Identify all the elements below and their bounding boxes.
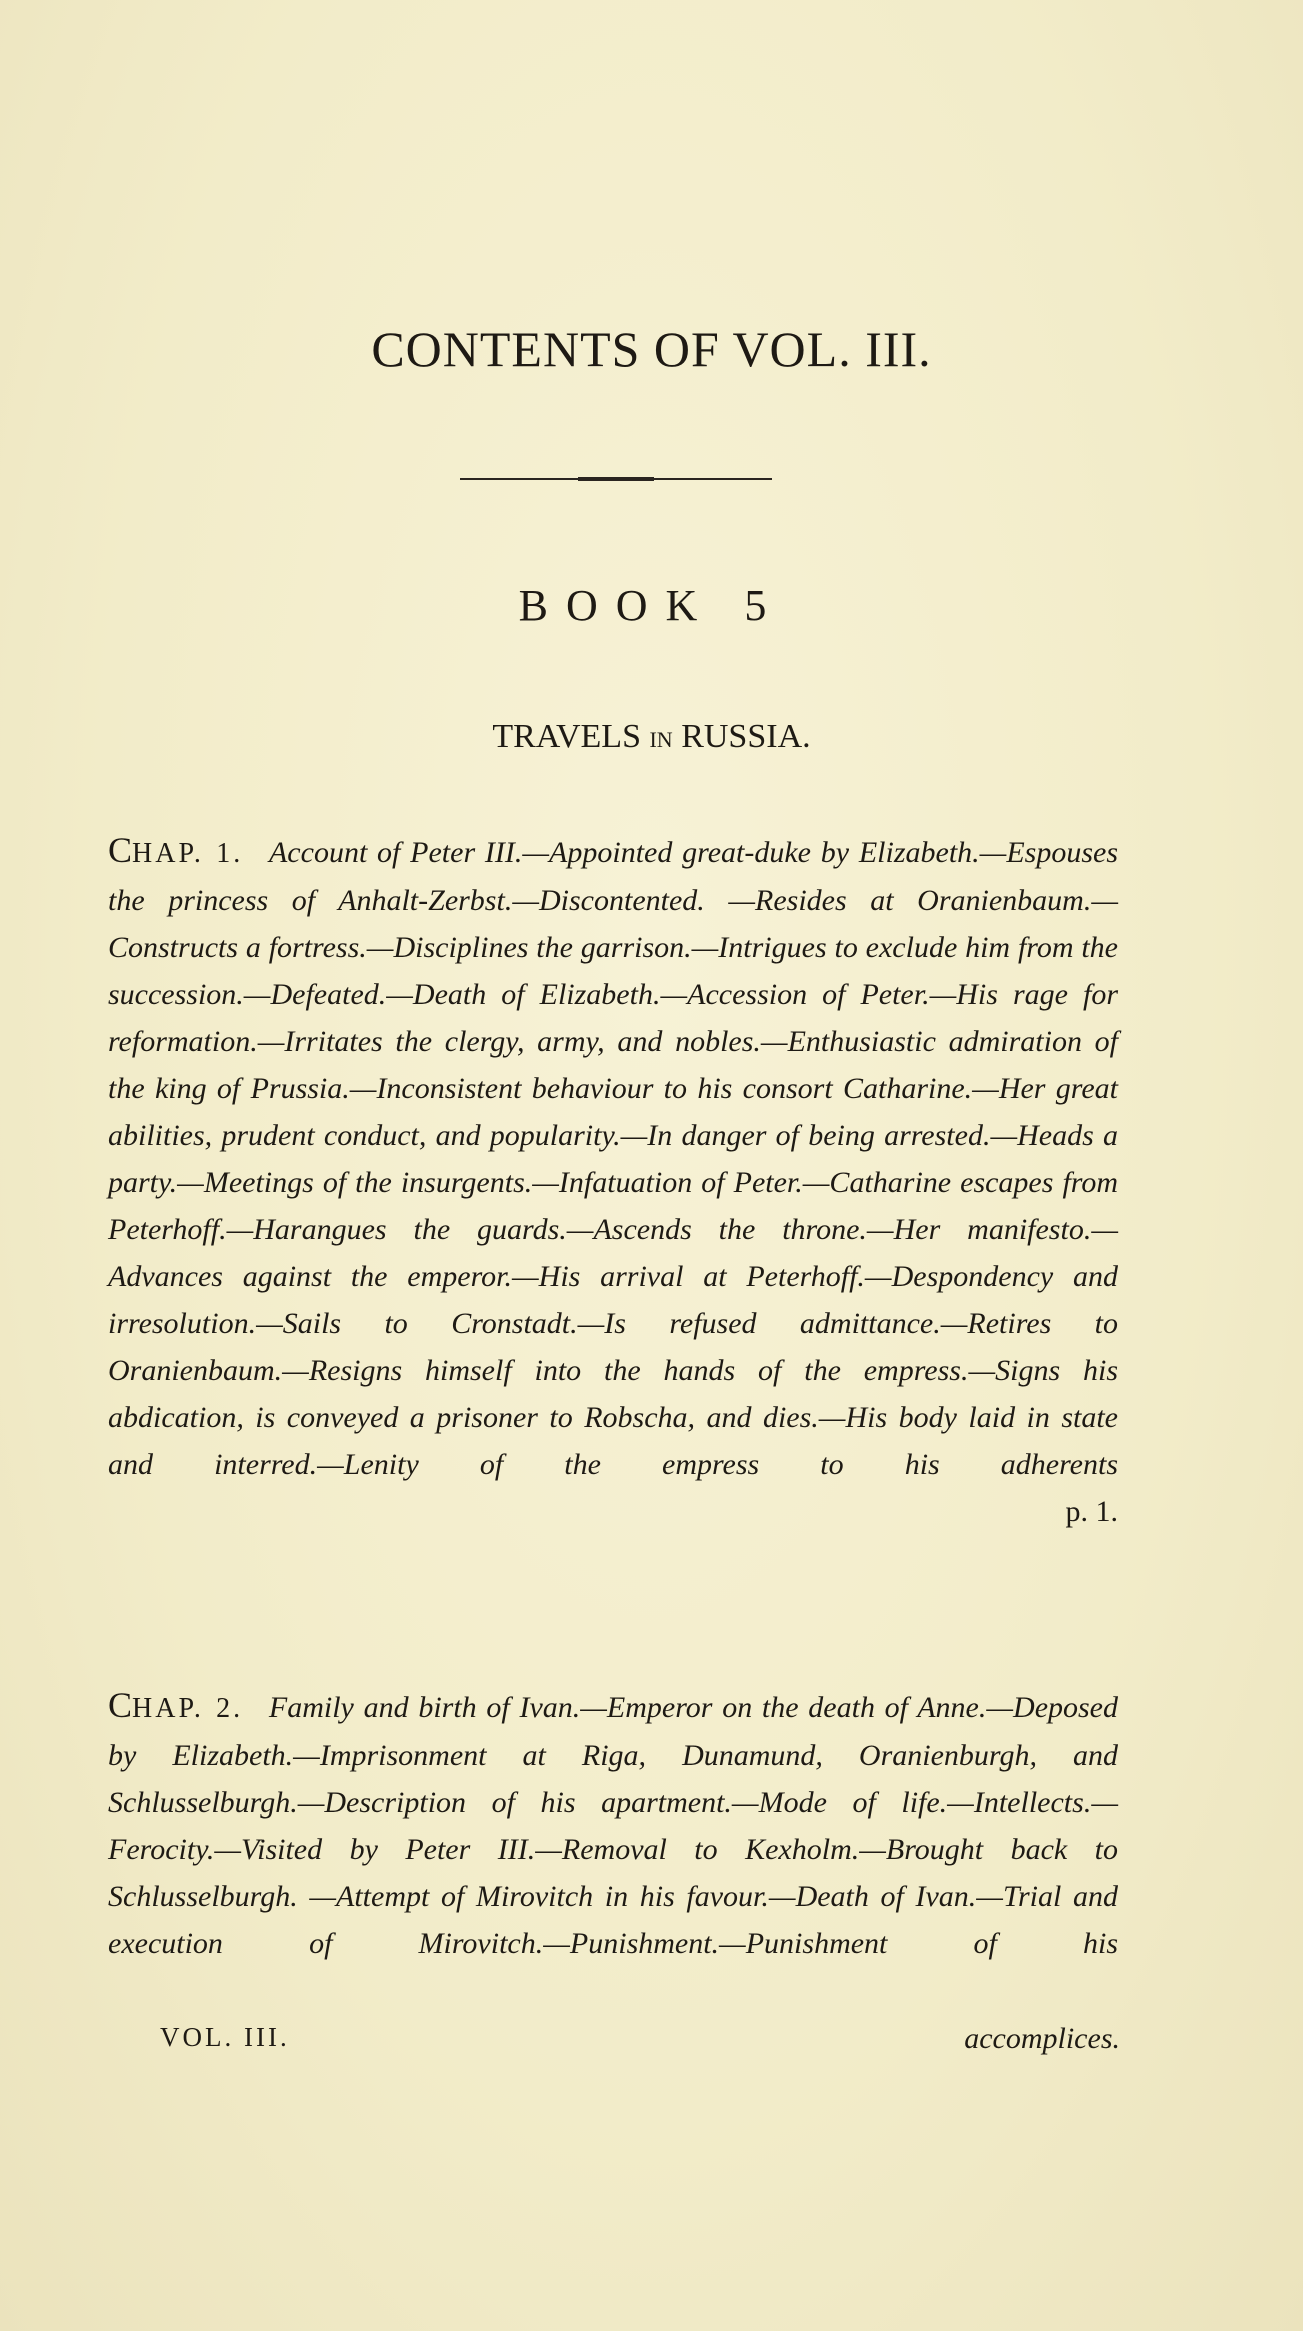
chapter-summary: Account of Peter III.—Appointed great-duke by Elizabeth.—Espouses the princess of Anhalt-Zerbst.—Discontented. —Resides at Oranienbaum.—Constructs a fortress.—Disciplines the garrison.—Intrigues to exclude him from the succession.—Defeated.—Death of Elizabeth.—Accession of Peter.—His rage for reformation.—Irritates the clergy, army, and nobles.—Enthusiastic admiration of the king of Prussia.—Inconsistent behaviour to his consort Catharine.—Her great abilities, prudent conduct, and popularity.—In danger of being arrested.—Heads a party.—Meetings of the insurgents.—Infatuation of Peter.—Catharine escapes from Peterhoff.—Harangues the guards.—Ascends the throne.—Her manifesto.—Advances against the emperor.—His arrival at Peterhoff.—Despondency and irresolution.—Sails to Cronstadt.—Is refused admittance.—Retires to Oranienbaum.—Resigns himself into the hands of the empress.—Signs his abdication, is conveyed a prisoner to Robscha, and dies.—His body laid in state and interred.—Lenity of the empress to his adherents <box>108 836 1118 1481</box>
chapter-heading-rest: HAP. 2. <box>132 1693 244 1724</box>
chapter-heading-cap: C <box>108 1685 133 1725</box>
section-heading-small: IN <box>649 727 673 752</box>
section-heading <box>0 718 1303 756</box>
page-title: CONTENTS OF VOL. III. <box>371 321 932 377</box>
chapter-entry-2 <box>108 1682 1118 1967</box>
chapter-entry-1 <box>108 827 1118 1535</box>
page-footer <box>160 2022 1120 2056</box>
title-divider <box>460 478 772 480</box>
chapter-heading <box>108 830 244 870</box>
chapter-summary: Family and birth of Ivan.—Emperor on the death of Anne.—Deposed by Elizabeth.—Imprisonment at Riga, Dunamund, Oranienburgh, and Schlusselburgh.—Description of his apartment.—Mode of life.—Intellects.—Ferocity.—Visited by Peter III.—Removal to Kexholm.—Brought back to Schlusselburgh. —Attempt of Mirovitch in his favour.—Death of Ivan.—Trial and execution of Mirovitch.—Punishment.—Punishment of his <box>108 1691 1118 1960</box>
section-heading-end: RUSSIA. <box>681 718 811 755</box>
chapter-heading-cap: C <box>108 830 133 870</box>
catchword: accomplices. <box>964 2022 1120 2055</box>
section-heading-main: TRAVELS <box>492 718 641 755</box>
volume-signature: VOL. III. <box>160 2022 290 2052</box>
chapter-heading <box>108 1685 244 1725</box>
chapter-page-ref: p. 1. <box>1065 1495 1118 1528</box>
chapter-heading-rest: HAP. 1. <box>132 838 244 869</box>
book-heading: BOOK 5 <box>518 581 785 630</box>
